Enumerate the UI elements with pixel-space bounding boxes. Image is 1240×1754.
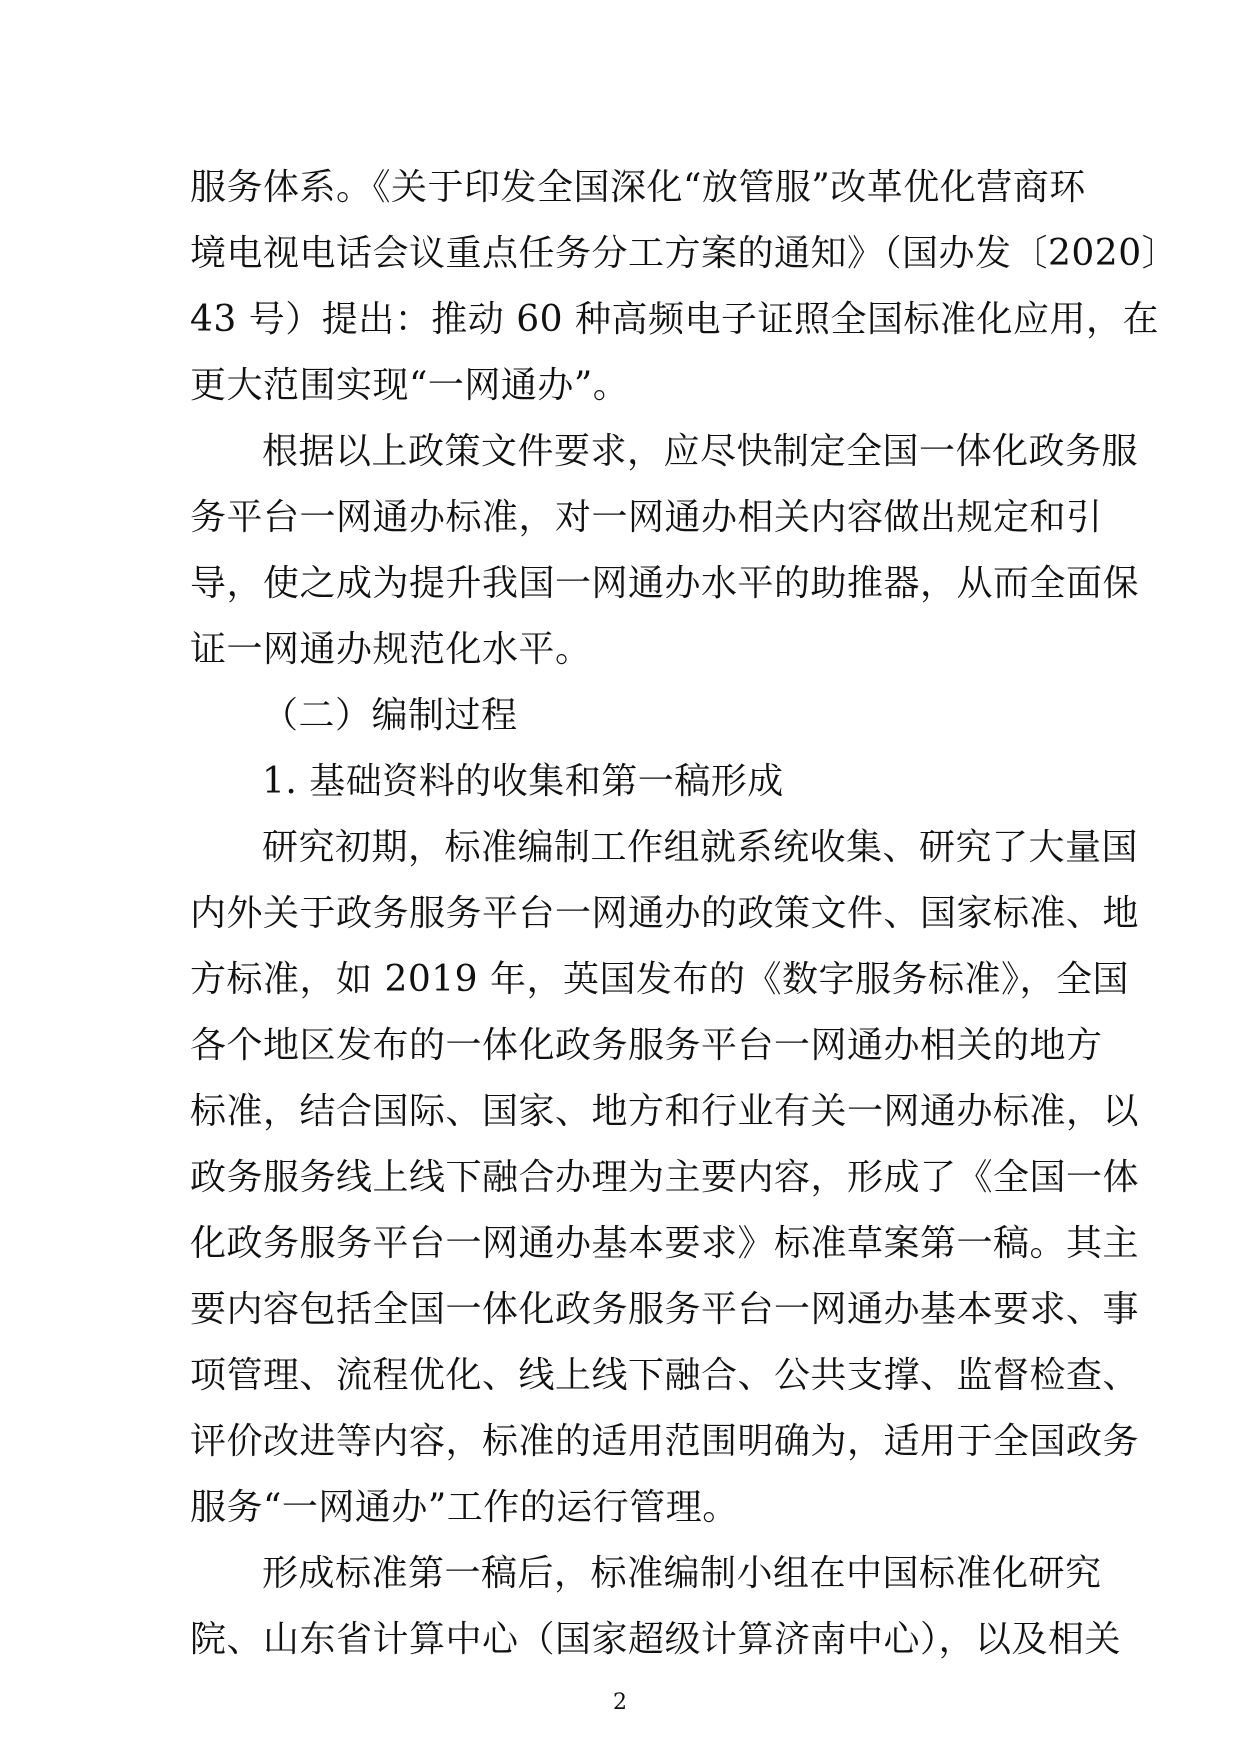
subsection-heading: 1. 基础资料的收集和第一稿形成 <box>262 761 784 802</box>
paragraph-line: 政务服务线上线下融合办理为主要内容，形成了《全国一体 <box>190 1157 1140 1198</box>
paragraph-line: 导，使之成为提升我国一网通办水平的助推器，从而全面保 <box>190 563 1140 604</box>
paragraph-line: 化政务服务平台一网通办基本要求》标准草案第一稿。其主 <box>190 1223 1140 1264</box>
paragraph-line: 要内容包括全国一体化政务服务平台一网通办基本要求、事 <box>190 1289 1140 1330</box>
paragraph-line: 根据以上政策文件要求，应尽快制定全国一体化政务服 <box>262 431 1139 472</box>
paragraph-line: 形成标准第一稿后，标准编制小组在中国标准化研究 <box>262 1553 1102 1594</box>
paragraph-line: 标准，结合国际、国家、地方和行业有关一网通办标准，以 <box>190 1091 1140 1132</box>
paragraph-line: 研究初期，标准编制工作组就系统收集、研究了大量国 <box>262 827 1139 868</box>
paragraph-line: 各个地区发布的一体化政务服务平台一网通办相关的地方 <box>190 1025 1103 1066</box>
paragraph-line: 评价改进等内容，标准的适用范围明确为，适用于全国政务 <box>190 1421 1140 1462</box>
paragraph-line: 更大范围实现“一网通办”。 <box>190 365 630 406</box>
section-heading: （二）编制过程 <box>262 695 518 736</box>
paragraph-line: 服务体系。《关于印发全国深化“放管服”改革优化营商环 <box>190 167 1086 208</box>
paragraph-line: 方标准，如 2019 年，英国发布的《数字服务标准》，全国 <box>190 959 1130 1000</box>
paragraph-line: 院、山东省计算中心（国家超级计算济南中心），以及相关 <box>190 1619 1122 1660</box>
paragraph-line: 证一网通办规范化水平。 <box>190 629 592 670</box>
paragraph-line: 服务“一网通办”工作的运行管理。 <box>190 1487 739 1528</box>
paragraph-line: 境电视电话会议重点任务分工方案的通知》（国办发〔2020〕 <box>190 233 1179 274</box>
paragraph-line: 43 号）提出：推动 60 种高频电子证照全国标准化应用，在 <box>190 299 1159 340</box>
page-number: 2 <box>613 1690 627 1715</box>
paragraph-line: 内外关于政务服务平台一网通办的政策文件、国家标准、地 <box>190 893 1140 934</box>
paragraph-line: 务平台一网通办标准，对一网通办相关内容做出规定和引 <box>190 497 1103 538</box>
paragraph-line: 项管理、流程优化、线上线下融合、公共支撑、监督检查、 <box>190 1355 1140 1396</box>
